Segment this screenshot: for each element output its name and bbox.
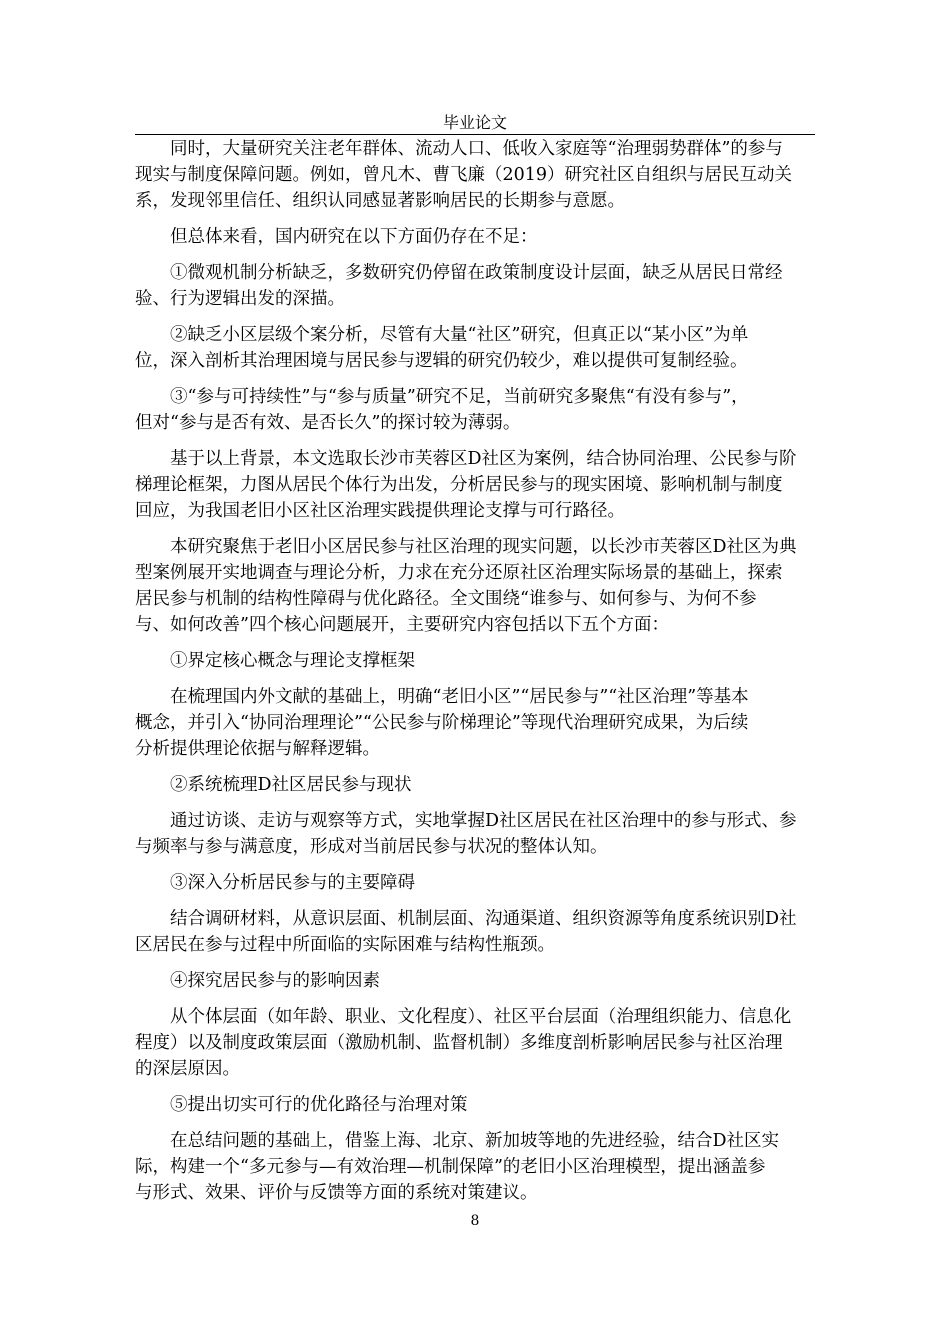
subheading: ③深入分析居民参与的主要障碍 bbox=[170, 873, 415, 893]
list-item: ①微观机制分析缺乏，多数研究仍停留在政策制度设计层面，缺乏从居民日常经 验、行为逻辑出发的深描。 bbox=[135, 263, 783, 309]
subheading: ②系统梳理D社区居民参与现状 bbox=[170, 775, 412, 795]
list-item: ③“参与可持续性”与“参与质量”研究不足，当前研究多聚焦“有没有参与”， 但对“参与是否有效、是否长久”的探讨较为薄弱。 bbox=[135, 387, 749, 433]
paragraph: 同时，大量研究关注老年群体、流动人口、低收入家庭等“治理弱势群体”的参与 现实与制度保障问题。例如，曾凡木、曹飞廉（2019）研究社区自组织与居民互动关 系，发现邻里信任、组织认同感显著影响居民的长期参与意愿。 bbox=[135, 139, 793, 211]
paragraph: 在梳理国内外文献的基础上，明确“老旧小区”“居民参与”“社区治理”等基本 概念，并引入“协同治理理论”“公民参与阶梯理论”等现代治理研究成果，为后续 分析提供理论依据与解释逻辑。 bbox=[135, 687, 749, 759]
subheading: ④探究居民参与的影响因素 bbox=[170, 971, 380, 991]
paragraph: 本研究聚焦于老旧小区居民参与社区治理的现实问题，以长沙市芙蓉区D社区为典 型案例展开实地调查与理论分析，力求在充分还原社区治理实际场景的基础上，探索 居民参与机制的结构性障碍与优化路径。全文围绕“谁参与、如何参与、为何不参 与、如何改善”四个核心问题展开，主要研究内容包括以下五个方面： bbox=[135, 537, 797, 635]
paragraph: 通过访谈、走访与观察等方式，实地掌握D社区居民在社区治理中的参与形式、参 与频率与参与满意度，形成对当前居民参与状况的整体认知。 bbox=[135, 811, 797, 857]
body-text bbox=[135, 136, 815, 1216]
paragraph: 从个体层面（如年龄、职业、文化程度）、社区平台层面（治理组织能力、信息化 程度）以及制度政策层面（激励机制、监督机制）多维度剖析影响居民参与社区治理 的深层原因。 bbox=[135, 1007, 792, 1079]
paragraph: 在总结问题的基础上，借鉴上海、北京、新加坡等地的先进经验，结合D社区实 际，构建一个“多元参与—有效治理—机制保障”的老旧小区治理模型，提出涵盖参 与形式、效果、评价与反馈等方面的系统对策建议。 bbox=[135, 1131, 780, 1203]
page-number: 8 bbox=[470, 1213, 480, 1229]
paragraph: 结合调研材料，从意识层面、机制层面、沟通渠道、组织资源等角度系统识别D社 区居民在参与过程中所面临的实际困难与结构性瓶颈。 bbox=[135, 909, 797, 955]
list-item: ②缺乏小区层级个案分析，尽管有大量“社区”研究，但真正以“某小区”为单 位，深入剖析其治理困境与居民参与逻辑的研究仍较少，难以提供可复制经验。 bbox=[135, 325, 749, 371]
subheading: ①界定核心概念与理论支撑框架 bbox=[170, 651, 415, 671]
running-header: 毕业论文 bbox=[442, 113, 507, 132]
paragraph: 基于以上背景，本文选取长沙市芙蓉区D社区为案例，结合协同治理、公民参与阶 梯理论框架，力图从居民个体行为出发，分析居民参与的现实困境、影响机制与制度 回应，为我国老旧小区社区治理实践提供理论支撑与可行路径。 bbox=[135, 449, 797, 521]
header-rule bbox=[135, 134, 815, 135]
subheading: ⑤提出切实可行的优化路径与治理对策 bbox=[170, 1095, 468, 1115]
paragraph: 但总体来看，国内研究在以下方面仍存在不足： bbox=[170, 227, 538, 247]
